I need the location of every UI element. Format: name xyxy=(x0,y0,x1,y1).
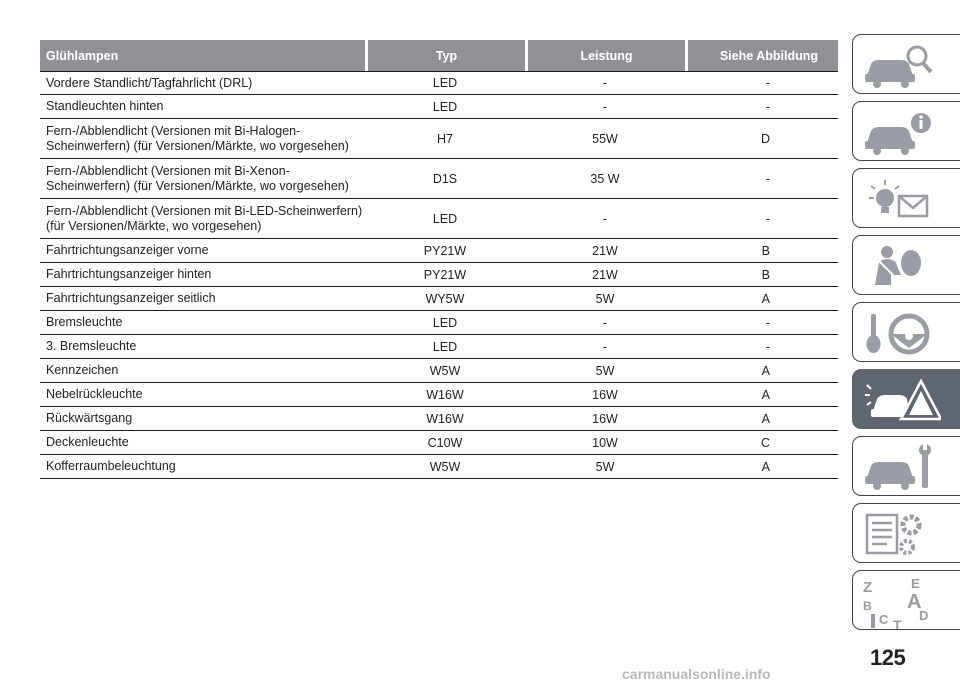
bulb-name: Fahrtrichtungsanzeiger vorne xyxy=(46,243,209,257)
alphabetical-index-icon xyxy=(861,576,941,630)
table-row xyxy=(40,287,838,311)
header-figure: Siehe Abbildung xyxy=(688,40,838,71)
bulb-name: Fahrtrichtungsanzeiger seitlich xyxy=(46,291,216,305)
tab-emergency[interactable] xyxy=(852,369,960,429)
bulb-name-line: Scheinwerfern) (für Versionen/Märkte, wo vorgesehen) xyxy=(46,178,349,193)
bulb-figure: A xyxy=(761,411,770,426)
bulb-type: W16W xyxy=(426,387,464,402)
table-row xyxy=(40,71,838,95)
bulb-name: Fahrtrichtungsanzeiger hinten xyxy=(46,267,212,281)
bulb-table xyxy=(40,40,838,479)
technical-data-gear-icon xyxy=(861,509,941,559)
index-letter: E xyxy=(911,576,920,591)
bulb-type: WY5W xyxy=(425,291,465,306)
bulb-power: 21W xyxy=(592,243,618,258)
bulb-type: LED xyxy=(432,211,458,226)
bulb-power: 5W xyxy=(595,363,615,378)
bulb-figure: - xyxy=(765,76,770,90)
bulb-type: C10W xyxy=(427,435,463,450)
header-type: Typ xyxy=(368,40,525,71)
tab-warning-lights[interactable] xyxy=(852,168,960,228)
bulb-power: 16W xyxy=(592,411,618,426)
tab-index[interactable] xyxy=(852,570,960,630)
bulb-name-line: Fern-/Abblendlicht (Versionen mit Bi-Xenon- xyxy=(46,163,290,178)
index-letter: Z xyxy=(863,579,873,596)
index-letter: C xyxy=(879,612,889,627)
watermark: carmanualsonline.info xyxy=(622,666,771,682)
table-row xyxy=(40,455,838,479)
bulb-type: LED xyxy=(432,76,458,90)
bulb-figure: - xyxy=(765,339,770,354)
bulb-type: H7 xyxy=(437,131,453,146)
table-row xyxy=(40,95,838,119)
page-number: 125 xyxy=(870,645,906,670)
bulb-type: D1S xyxy=(432,171,458,186)
bulb-power: 21W xyxy=(592,267,618,282)
key-steering-wheel-icon xyxy=(861,308,941,358)
header-bulbs: Glühlampen xyxy=(40,40,365,71)
table-row xyxy=(40,431,838,455)
table-row xyxy=(40,407,838,431)
table-row xyxy=(40,239,838,263)
tab-safety[interactable] xyxy=(852,235,960,295)
bulb-power: - xyxy=(602,339,608,354)
bulb-power: 5W xyxy=(595,459,615,474)
bulb-type: PY21W xyxy=(423,267,467,282)
bulb-figure: C xyxy=(760,435,770,450)
table-row xyxy=(40,263,838,287)
bulb-type: LED xyxy=(432,339,458,354)
bulb-figure: - xyxy=(765,315,770,330)
index-letter: T xyxy=(893,617,902,632)
index-letter: A xyxy=(907,591,922,613)
car-wrench-icon xyxy=(861,442,941,492)
bulb-figure: B xyxy=(761,243,770,258)
table-row xyxy=(40,119,838,159)
tab-maintenance[interactable] xyxy=(852,436,960,496)
bulb-name: 3. Bremsleuchte xyxy=(46,339,137,353)
bulb-power: - xyxy=(602,76,608,90)
bulb-power: - xyxy=(602,211,608,226)
index-letter: D xyxy=(919,608,929,623)
bulb-name: Kennzeichen xyxy=(46,363,119,377)
bulb-power: 16W xyxy=(592,387,618,402)
table-row xyxy=(40,383,838,407)
bulb-name-line: Fern-/Abblendlicht (Versionen mit Bi-LED-Scheinwerfern) xyxy=(46,203,363,218)
index-letter: B xyxy=(863,599,872,613)
bulb-figure: D xyxy=(760,131,770,146)
tab-starting-driving[interactable] xyxy=(852,302,960,362)
bulb-name xyxy=(40,124,365,154)
bulb-figure: A xyxy=(761,459,770,474)
bulb-power: 10W xyxy=(592,435,618,450)
car-search-icon xyxy=(861,40,941,90)
bulb-figure: - xyxy=(765,211,770,226)
bulb-name-line: Fern-/Abblendlicht (Versionen mit Bi-Halogen- xyxy=(46,123,301,138)
bulb-name: Standleuchten hinten xyxy=(46,99,164,113)
bulb-power: - xyxy=(602,99,608,114)
bulb-name: Kofferraumbeleuchtung xyxy=(46,459,176,473)
bulb-power: - xyxy=(602,315,608,330)
bulb-name-line: Scheinwerfern) (für Versionen/Märkte, wo vorgesehen) xyxy=(46,138,349,153)
car-emergency-warning-icon xyxy=(861,375,941,425)
bulb-name-line: (für Versionen/Märkte, wo vorgesehen) xyxy=(46,218,262,233)
bulb-type: PY21W xyxy=(423,243,467,258)
bulb-name: Bremsleuchte xyxy=(46,315,123,329)
bulb-figure: B xyxy=(761,267,770,282)
bulb-figure: A xyxy=(761,387,770,402)
table-row xyxy=(40,311,838,335)
bulb-type: LED xyxy=(432,99,458,114)
bulb-figure: A xyxy=(761,291,770,306)
bulb-name: Nebelrückleuchte xyxy=(46,387,143,401)
bulb-figure: - xyxy=(765,99,770,114)
seatbelt-airbag-icon xyxy=(861,241,941,291)
table-row xyxy=(40,359,838,383)
bulb-power: 55W xyxy=(592,131,618,146)
bulb-name: Rückwärtsgang xyxy=(46,411,133,425)
bulb-name xyxy=(40,204,365,234)
tab-car-knowledge[interactable] xyxy=(852,34,960,94)
bulb-type: LED xyxy=(432,315,458,330)
bulb-name: Vordere Standlicht/Tagfahrlicht (DRL) xyxy=(46,75,253,90)
tab-technical-data[interactable] xyxy=(852,503,960,563)
table-header xyxy=(40,40,838,71)
table-row xyxy=(40,199,838,239)
tab-car-info[interactable] xyxy=(852,101,960,161)
bulb-figure: - xyxy=(765,171,770,186)
header-power: Leistung xyxy=(528,40,685,71)
bulb-type: W16W xyxy=(426,411,464,426)
bulb-figure: A xyxy=(761,363,770,378)
bulb-name: Deckenleuchte xyxy=(46,435,129,449)
bulb-type: W5W xyxy=(429,459,461,474)
bulb-power: 35 W xyxy=(590,171,620,186)
table-row xyxy=(40,159,838,199)
warning-lights-message-icon xyxy=(861,174,941,224)
bulb-type: W5W xyxy=(429,363,461,378)
bulb-power: 5W xyxy=(595,291,615,306)
table-row xyxy=(40,335,838,359)
bulb-name xyxy=(40,164,365,194)
car-info-icon xyxy=(861,107,941,157)
